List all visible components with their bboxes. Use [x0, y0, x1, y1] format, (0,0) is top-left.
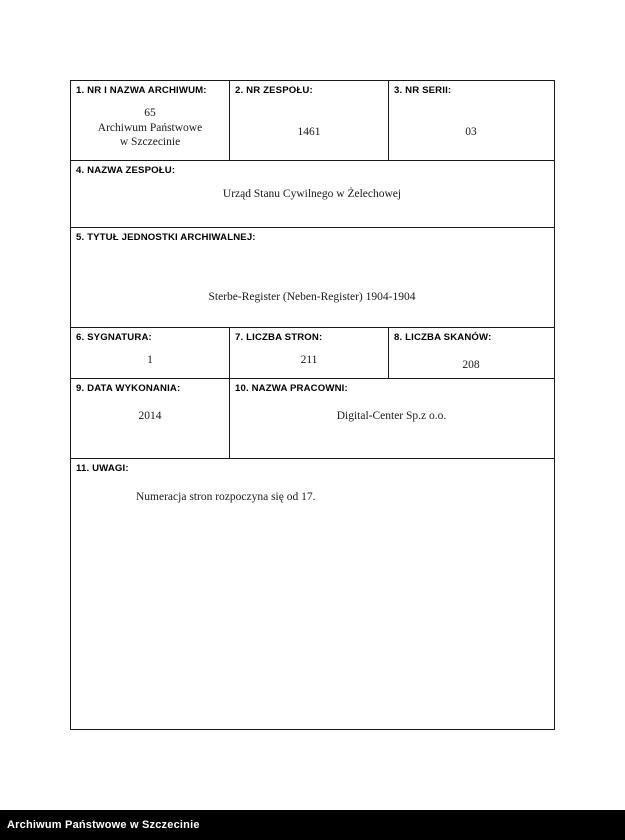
- field-label-fonds-number: 2. NR ZESPOŁU:: [235, 85, 313, 96]
- field-label-unit-title: 5. TYTUŁ JEDNOSTKI ARCHIWALNEJ:: [76, 232, 256, 243]
- field-value-fonds-number: 1461: [297, 126, 321, 138]
- field-value-studio-name: Digital-Center Sp.z o.o.: [336, 410, 447, 422]
- field-value-remarks: Numeracja stron rozpoczyna się od 17.: [136, 491, 316, 503]
- archival-record-card: [70, 80, 555, 730]
- field-label-fonds-name: 4. NAZWA ZESPOŁU:: [76, 165, 176, 176]
- table-row: [71, 81, 554, 161]
- field-label-page-count: 7. LICZBA STRON:: [235, 332, 323, 343]
- archive-name-line: Archiwum Państwowe: [97, 121, 203, 134]
- field-cell-execution-date: [71, 379, 230, 458]
- field-cell-studio-name: [230, 379, 553, 458]
- field-cell-fonds-number: [230, 81, 389, 160]
- field-value-execution-date: 2014: [138, 410, 162, 422]
- footer-banner: [0, 810, 625, 840]
- field-value-page-count: 211: [300, 354, 318, 366]
- field-cell-signature: [71, 328, 230, 378]
- field-value-fonds-name: Urząd Stanu Cywilnego w Żelechowej: [222, 188, 402, 200]
- field-cell-page-count: [230, 328, 389, 378]
- field-value-series-number: 03: [465, 126, 477, 138]
- table-row: [71, 161, 554, 228]
- field-value-unit-title: Sterbe-Register (Neben-Register) 1904-1904: [208, 291, 416, 303]
- field-cell-series-number: [389, 81, 553, 160]
- field-label-series-number: 3. NR SERII:: [394, 85, 452, 96]
- field-label-signature: 6. SYGNATURA:: [76, 332, 152, 343]
- field-cell-unit-title: [71, 228, 553, 327]
- field-label-studio-name: 10. NAZWA PRACOWNI:: [235, 383, 348, 394]
- field-value-archive-name: [71, 97, 229, 150]
- table-row: [71, 379, 554, 459]
- field-label-scan-count: 8. LICZBA SKANÓW:: [394, 332, 492, 343]
- field-label-remarks: 11. UWAGI:: [76, 463, 129, 474]
- field-cell-archive-name: [71, 81, 230, 160]
- field-label-execution-date: 9. DATA WYKONANIA:: [76, 383, 181, 394]
- field-cell-fonds-name: [71, 161, 553, 227]
- table-row: [71, 228, 554, 328]
- field-cell-scan-count: [389, 328, 553, 378]
- field-cell-remarks: [71, 459, 553, 729]
- field-label-archive-name: 1. NR I NAZWA ARCHIWUM:: [76, 85, 207, 96]
- table-row: [71, 328, 554, 379]
- archive-city-line: w Szczecinie: [119, 136, 181, 148]
- field-value-signature: 1: [147, 354, 153, 366]
- archive-number-line: 65: [144, 107, 156, 119]
- footer-caption: Archiwum Państwowe w Szczecinie: [7, 819, 200, 831]
- table-row: [71, 459, 554, 729]
- field-value-scan-count: 208: [462, 359, 480, 371]
